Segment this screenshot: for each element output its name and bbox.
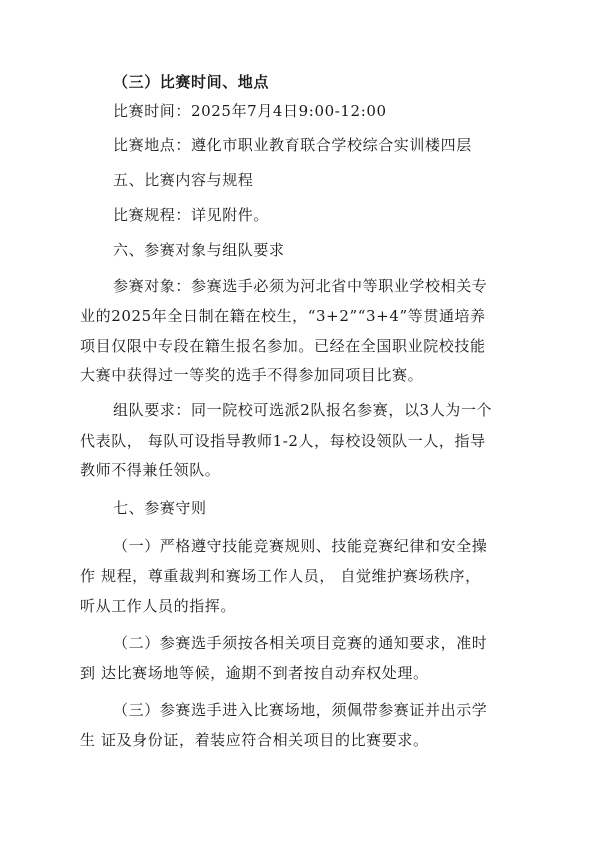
participants-line: 业的2025年全日制在籍在校生，“3+2”“3+4”等贯通培养 [80,307,486,325]
section6-heading: 六、参赛对象与组队要求 [113,241,285,259]
participants-line: 参赛对象：参赛选手必须为河北省中等职业学校相关专 [113,277,488,295]
section7-heading: 七、参赛守则 [113,499,207,517]
rule-line: （一）严格遵守技能竞赛规则、技能竞赛纪律和安全操 [113,537,488,555]
team-line: 组队要求：同一院校可选派2队报名参赛，以3人为一个 [113,401,493,419]
section5-heading: 五、比赛内容与规程 [113,171,254,189]
rule-line: 到 达比赛场地等候，逾期不到者按自动弃权处理。 [80,664,429,682]
rule-line: （二）参赛选手须按各相关项目竞赛的通知要求，准时 [113,634,488,652]
competition-time: 比赛时间：2025年7月4日9:00-12:00 [113,102,387,120]
team-line: 教师不得兼任领队。 [80,461,221,479]
participants-line: 大赛中获得过一等奖的选手不得参加同项目比赛。 [80,366,424,384]
team-line: 代表队， 每队可设指导教师1-2人，每校设领队一人，指导 [80,432,486,450]
rule-line: 作 规程，尊重裁判和赛场工作人员， 自觉维护赛场秩序， [80,567,481,585]
competition-place: 比赛地点：遵化市职业教育联合学校综合实训楼四层 [113,136,472,154]
rule-line: 听从工作人员的指挥。 [80,597,237,615]
participants-line: 项目仅限中专段在籍生报名参加。已经在全国职业院校技能 [80,337,486,355]
section-time-place-heading: （三）比赛时间、地点 [113,73,270,91]
rule-line: （三）参赛选手进入比赛场地，须佩带参赛证并出示学 [113,701,488,719]
competition-rules: 比赛规程：详见附件。 [113,206,270,224]
rule-line: 生 证及身份证，着装应符合相关项目的比赛要求。 [80,731,429,749]
